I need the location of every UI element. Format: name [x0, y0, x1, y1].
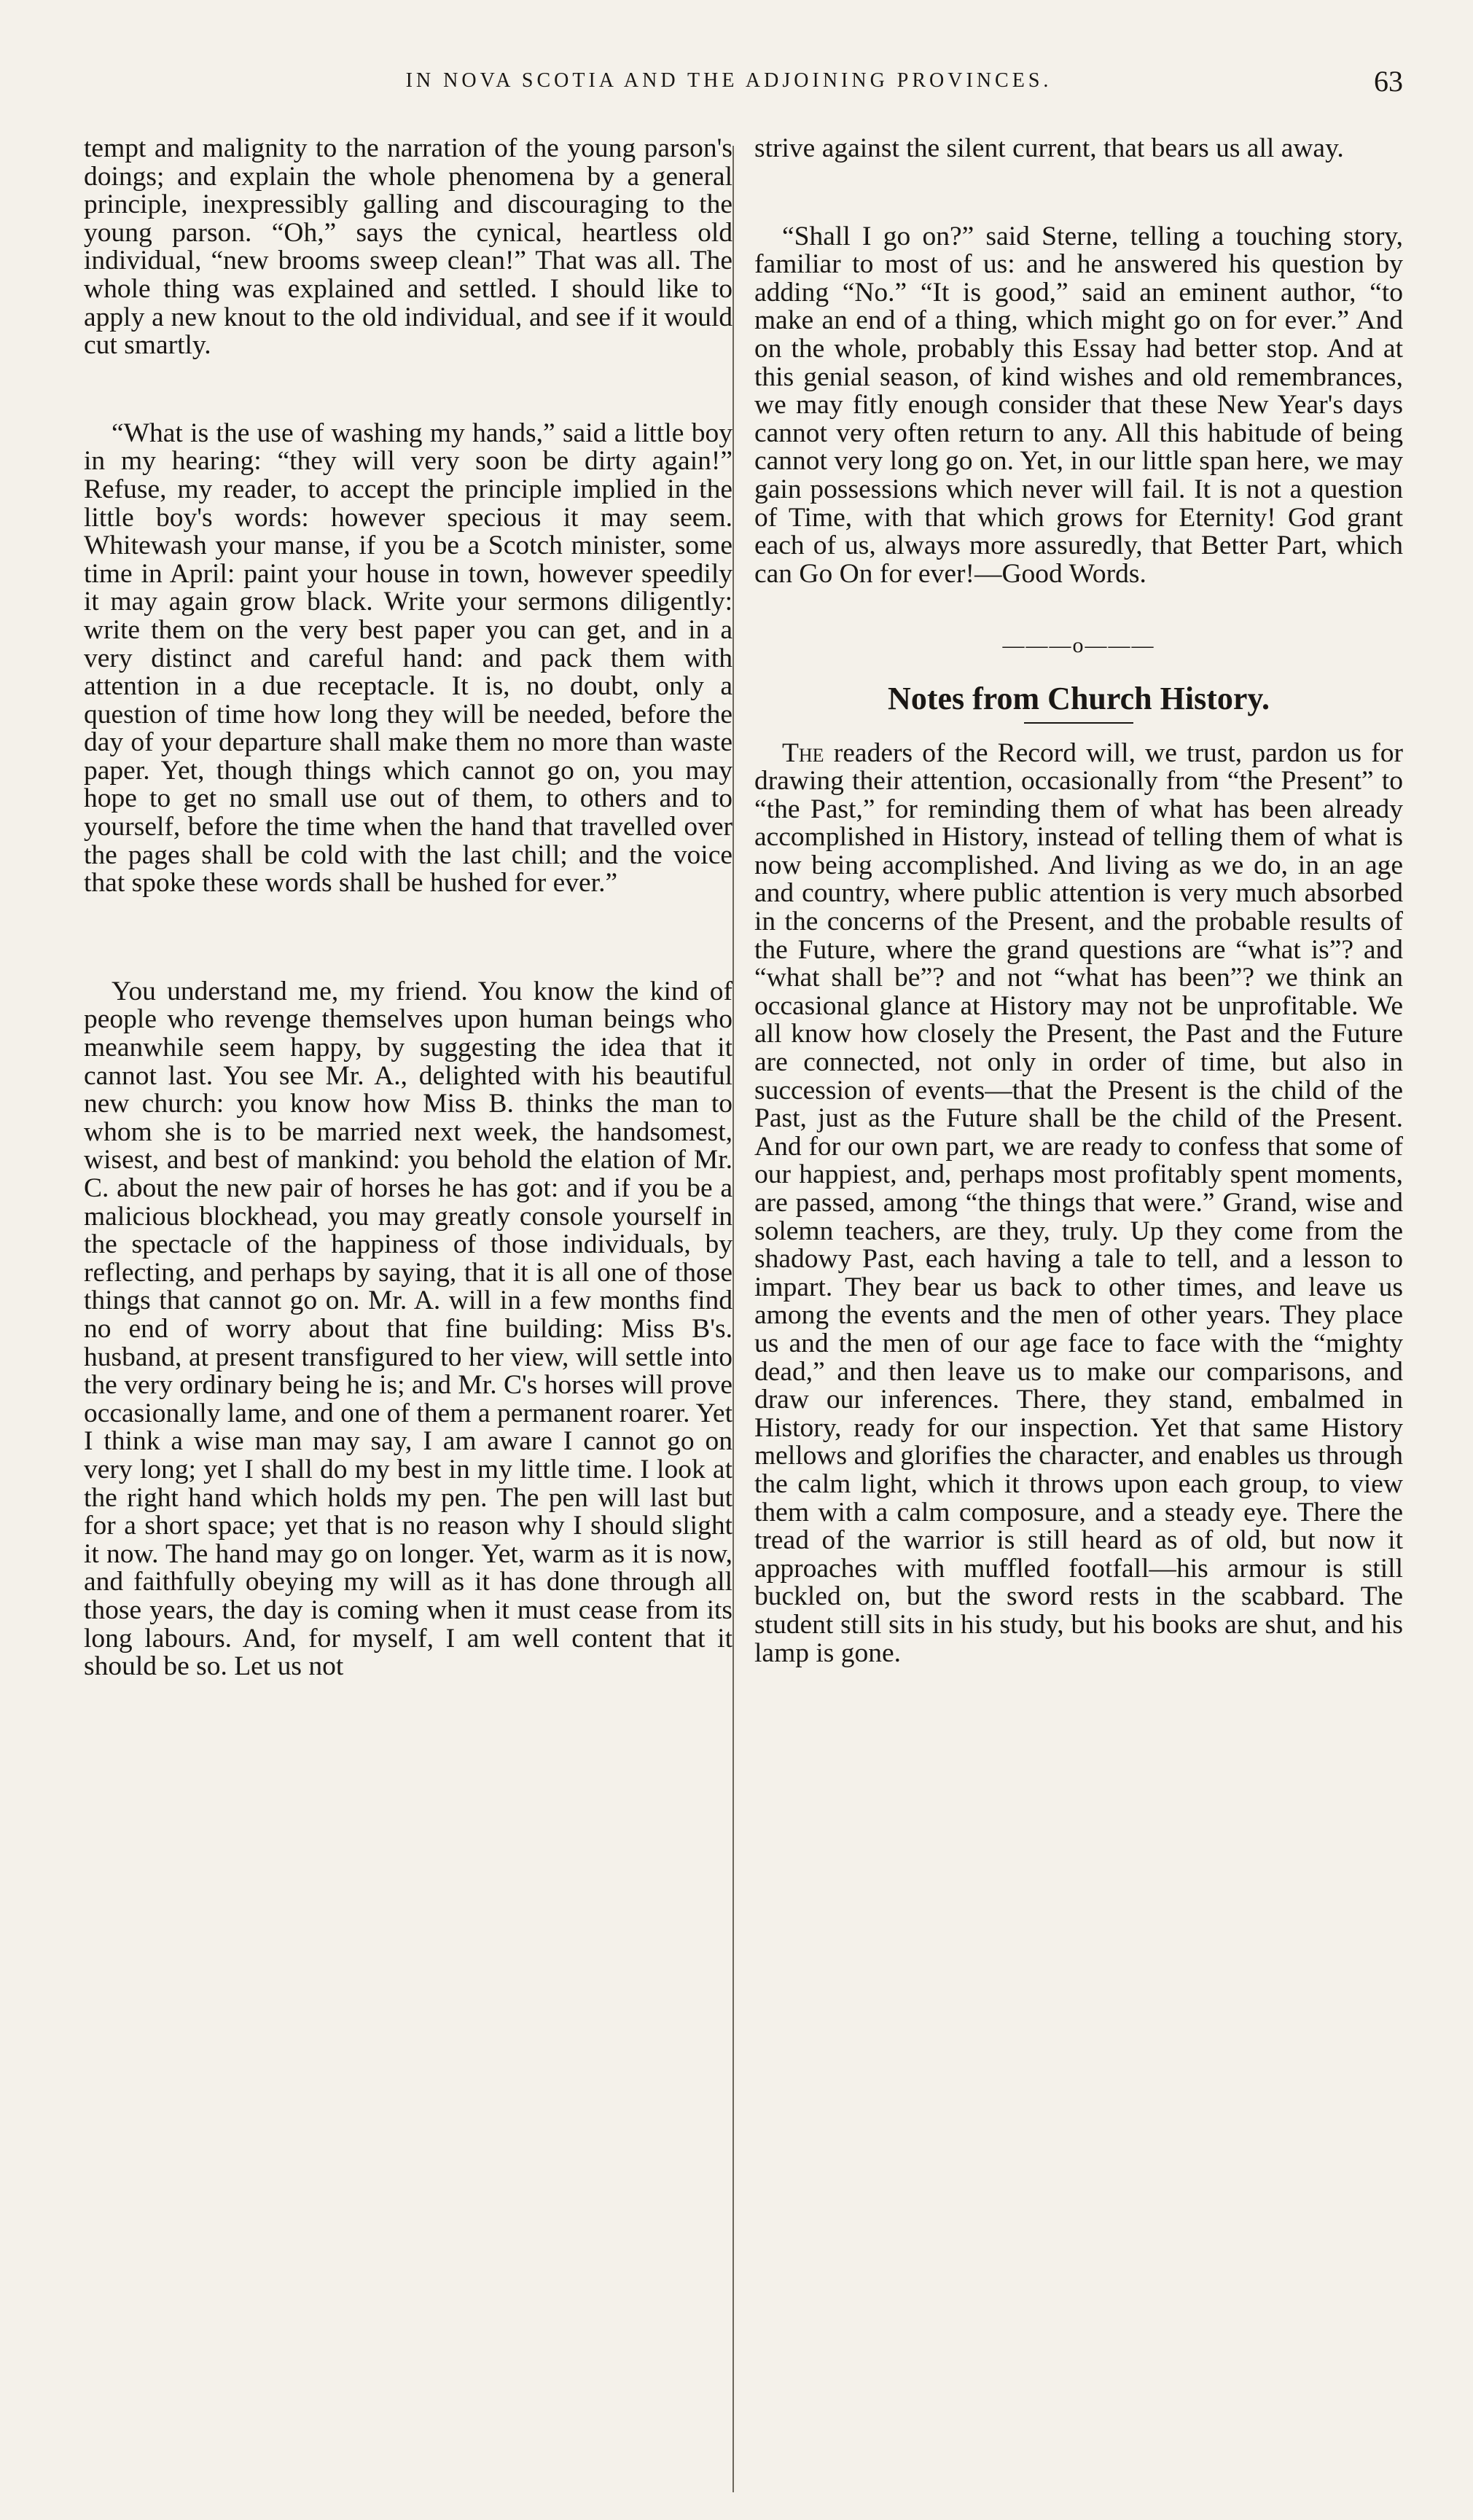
section-separator: ———o——— [1002, 633, 1155, 658]
paragraph-church-history-text: readers of the Record will, we trust, pardon us for drawing their attention, occasionally from “the Present” to “the Past,” for reminding them of what has been already accomplished in History, instead of telling them of what is now being accomplished. And living as we do, in an age and country, where public attention is very much absorbed in the concerns of the Present, and the probable results of the Future, where the grand questions are “what is”? and “what shall be”? and not “what has been”? we think an occasional glance at History may not be unprofitable. We all know how closely the Present, the Past and the Future are connected, not only in order of time, but also in succession of events—that the Present is the child of the Past, just as the Future shall be the child of the Present. And for our own part, we are ready to confess that some of our happiest, and, perhaps most profitably spent moments, are passed, among “the things that were.” Grand, wise and solemn teachers, are they, truly. Up they come from the shadowy Past, each having a tale to tell, and a lesson to impart. They bear us back to other times, and leave us among the events and the men of other years. They place us and the men of our age face to face with the “mighty dead,” and then leave us to make our comparisons, and draw our inferences. There, they stand, embalmed in History, ready for our inspection. Yet that same History mellows and glorifies the character, and enables us through the calm light, which it throws upon each group, to view them with a calm composure, and a steady eye. There the tread of the warrior is still heard as of old, but now it approaches with muffled footfall—his armour is still buckled on, but the sword rests in the scabbard. The student still sits in his study, but his books are shut, and his lamp is gone. [754, 737, 1403, 1668]
right-column [754, 135, 1403, 1667]
running-head: IN NOVA SCOTIA AND THE ADJOINING PROVINCES. [405, 69, 1052, 92]
paragraph-shall-i-go-on: “Shall I go on?” said Sterne, telling a touching story, familiar to most of us: and he answered his question by adding “No.” “It is good,” said an eminent author, “to make an end of a thing, which might go on for ever.” And on the whole, probably this Essay had better stop. And at this genial season, of kind wishes and old remembrances, we may fitly enough consider that these New Year's days cannot very often return to any. All this habitude of being cannot very long go on. Yet, in our little span here, we may gain possessions which never will fail. It is not a question of Time, with that which grows for Eternity! God grant each of us, always more assuredly, that Better Part, which can Go On for ever!—Good Words. [754, 221, 1403, 589]
paragraph-understand-me: You understand me, my friend. You know the kind of people who revenge themselves upon human beings who meanwhile seem happy, by suggesting the idea that it cannot last. You see Mr. A., delighted with his beautiful new church: you know how Miss B. thinks the man to whom she is to be married next week, the handsomest, wisest, and best of mankind: you behold the elation of Mr. C. about the new pair of horses he has got: and if you be a malicious blockhead, you may greatly console yourself in the spectacle of the happiness of those individuals, by reflecting, and perhaps by saying, that it is all one of those things that cannot go on. Mr. A. will in a few months find no end of worry about that fine building: Miss B's. husband, at present transfigured to her view, will settle into the very ordinary being he is; and Mr. C's horses will prove occasionally lame, and one of them a permanent roarer. Yet I think a wise man may say, I am aware I cannot go on very long; yet I shall do my best in my little time. I look at the right hand which holds my pen. The pen will last but for a short space; yet that is no reason why I should slight it now. The hand may go on longer. Yet, warm as it is now, and faithfully obeying my will as it has done through all those years, the day is coming when it must cease from its long labours. And, for myself, I am well content that it should be so. Let us not [84, 976, 732, 1682]
lead-word: The [782, 737, 824, 768]
column-rule [732, 146, 734, 2492]
paragraph-old-individual: tempt and malignity to the narration of the young parson's doings; and explain the whole phenomena by a general principle, inexpressibly galling and discouraging to the young parson. “Oh,” says the cynical, heartless old individual, “new brooms sweep clean!” That was all. The whole thing was explained and settled. I should like to apply a new knout to the old individual, and see if it would cut smartly. [84, 133, 732, 361]
heading-rule [1024, 722, 1133, 724]
paragraph-washing-hands: “What is the use of washing my hands,” said a little boy in my hearing: “they will very soon be dirty again!” Refuse, my reader, to accept the principle implied in the little boy's words: however specious it may seem. Whitewash your manse, if you be a Scotch minister, some time in April: paint your house in town, however speedily it may again grow black. Write your sermons diligently: write them on the very best paper you can get, and in a very distinct and careful hand: and pack them with attention in a due receptacle. It is, no doubt, only a question of time how long they will be needed, before the day of your departure shall make them no more than waste paper. Yet, though things which cannot go on, you may hope to get no small use out of them, to others and to yourself, before the time when the hand that travelled over the pages shall be cold with the last chill; and the voice that spoke these words shall be hushed for ever.” [84, 418, 732, 899]
paragraph-silent-current: strive against the silent current, that bears us all away. [754, 133, 1344, 163]
article-heading: Notes from Church History. [888, 680, 1270, 716]
left-column [84, 135, 732, 1681]
page-number: 63 [1374, 65, 1403, 98]
paragraph-church-history [754, 737, 1403, 1668]
